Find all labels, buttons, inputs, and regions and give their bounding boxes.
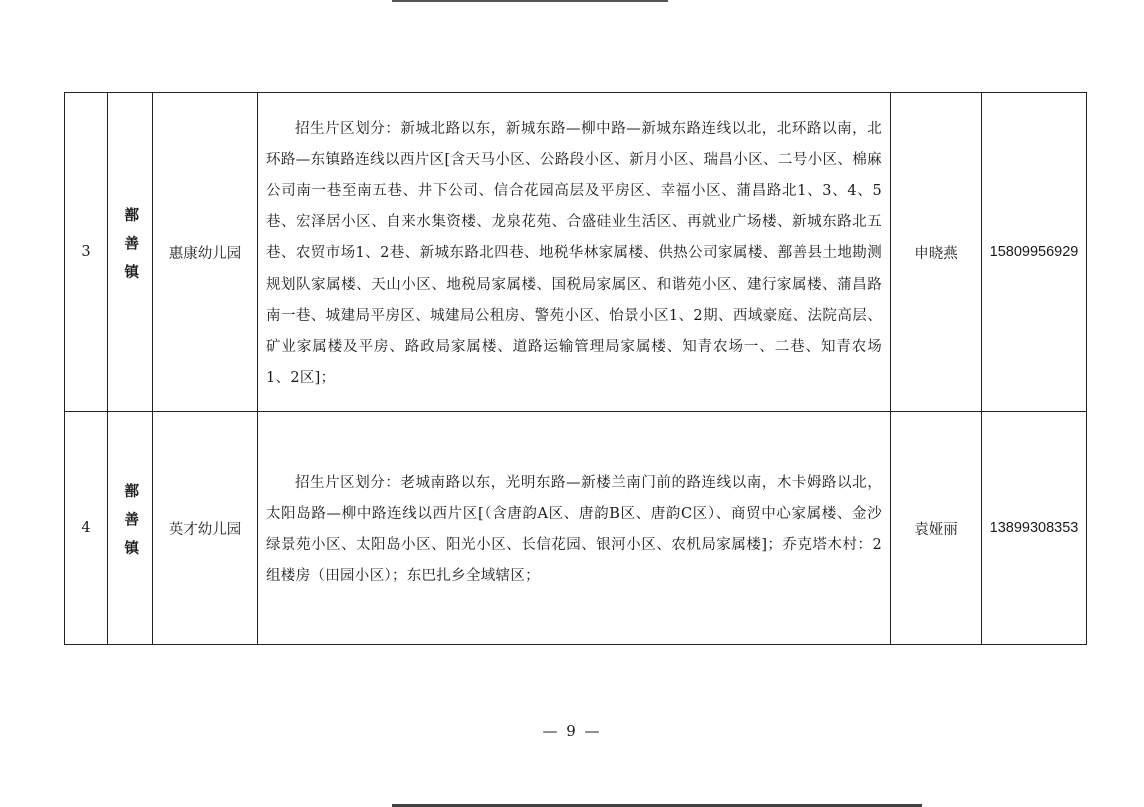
phone-number-cell: 15809956929 xyxy=(982,93,1087,412)
town-name: 鄯善镇 xyxy=(122,207,140,293)
enrollment-area-cell xyxy=(258,412,891,645)
contact-person-cell: 袁娅丽 xyxy=(891,412,982,645)
phone-number-cell: 13899308353 xyxy=(982,412,1087,645)
row-number-cell: 3 xyxy=(65,93,108,412)
enrollment-area-text: 招生片区划分：新城北路以东，新城东路—柳中路—新城东路连线以北，北环路以南，北环路—东镇路连线以西片区[含天马小区、公路段小区、新月小区、瑞昌小区、二号小区、棉麻公司南一巷至南五巷、井下公司、信合花园高层及平房区、幸福小区、蒲昌路北1、3、4、5巷、宏泽居小区、自来水集资楼、龙泉花苑、合盛硅业生活区、再就业广场楼、新城东路北五巷、农贸市场1、2巷、新城东路北四巷、地税华林家属楼、供热公司家属楼、鄯善县土地勘测规划队家属楼、天山小区、地税局家属楼、国税局家属区、和谐苑小区、建行家属楼、蒲昌路南一巷、城建局平房区、城建局公租房、警苑小区、怡景小区1、2期、西域豪庭、法院高层、矿业家属楼及平房、路政局家属楼、道路运输管理局家属楼、知青农场一、二巷、知青农场1、2区]； xyxy=(266,120,882,387)
enrollment-area-text: 招生片区划分：老城南路以东，光明东路—新楼兰南门前的路连线以南，木卡姆路以北，太阳岛路—柳中路连线以西片区[（含唐韵A区、唐韵B区、唐韵C区）、商贸中心家属楼、金沙绿景苑小区、太阳岛小区、阳光小区、长信花园、银河小区、农机局家属楼]；乔克塔木村：2组楼房（田园小区）；东巴扎乡全域辖区； xyxy=(266,474,882,585)
contact-person-cell: 申晓燕 xyxy=(891,93,982,412)
top-edge-rule xyxy=(392,0,668,2)
row-number-cell: 4 xyxy=(65,412,108,645)
town-cell xyxy=(108,93,153,412)
table-row xyxy=(65,412,1087,645)
table-row xyxy=(65,93,1087,412)
kindergarten-name-cell: 惠康幼儿园 xyxy=(153,93,258,412)
enrollment-area-cell xyxy=(258,93,891,412)
town-name: 鄯善镇 xyxy=(122,483,140,569)
kindergarten-name-cell: 英才幼儿园 xyxy=(153,412,258,645)
enrollment-zone-table xyxy=(64,92,1087,645)
page-number: — 9 — xyxy=(542,722,602,740)
town-cell xyxy=(108,412,153,645)
